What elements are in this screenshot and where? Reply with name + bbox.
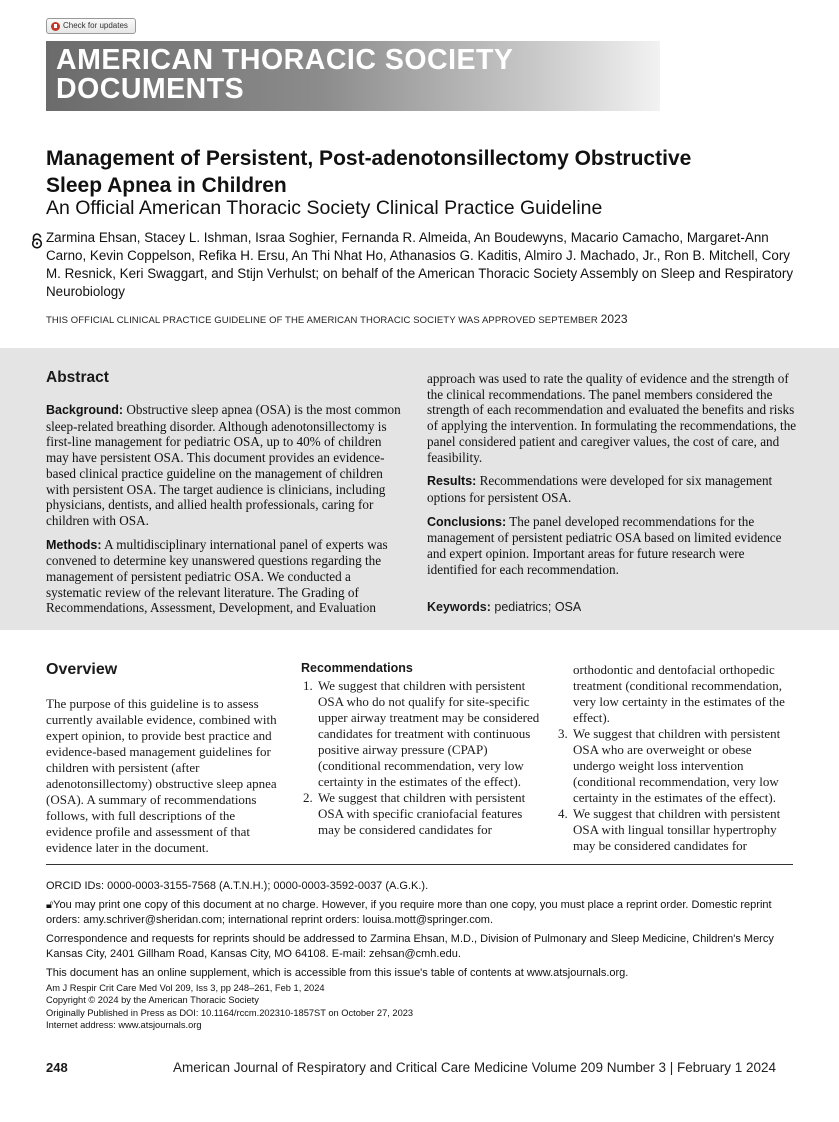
recommendation-number: 4. xyxy=(558,806,568,821)
recommendation-item xyxy=(556,662,796,726)
journal-footer: American Journal of Respiratory and Critical Care Medicine Volume 209 Number 3 | February 1 2024 xyxy=(173,1060,777,1075)
abstract-right-column xyxy=(427,371,797,585)
recommendations-column-2 xyxy=(556,662,796,854)
approval-year: 2023 xyxy=(600,312,628,326)
overview-heading: Overview xyxy=(46,661,118,678)
conclusions-label: Conclusions: xyxy=(427,514,507,529)
recommendations-heading: Recommendations xyxy=(301,661,413,675)
reprint-text: You may print one copy of this document at no charge. However, if you require more than one copy, you must place a reprint order. Domestic reprint orders: amy.schriver@sheridan.com; international reprint orders: louisa.mott@springer.com. xyxy=(46,899,772,926)
approval-statement xyxy=(46,312,628,326)
recommendation-item xyxy=(301,790,541,838)
recommendation-number: 3. xyxy=(558,726,568,741)
methods-label: Methods: xyxy=(46,537,102,552)
reprint-note xyxy=(46,898,796,928)
recommendation-text: orthodontic and dentofacial orthopedic treatment (conditional recommendation, very low certainty in the estimates of the effect). xyxy=(573,662,785,725)
page-number: 248 xyxy=(46,1060,68,1075)
abstract-background xyxy=(46,402,406,529)
doi-info: Originally Published in Press as DOI: 10.1164/rccm.202310-1857ST on October 27, 2023 xyxy=(46,1007,414,1018)
recommendation-text: We suggest that children with persistent OSA who do not qualify for site-specific upper airway treatment may be considered candidates for treatment with continuous positive airway pressure (CPAP) (conditional recommendation, very low certainty in the estimates of the effect). xyxy=(318,678,540,789)
article-title xyxy=(46,145,806,199)
background-label: Background: xyxy=(46,403,124,417)
recommendation-item xyxy=(556,726,796,806)
update-badge-icon xyxy=(51,22,60,31)
keywords-label: Keywords: xyxy=(427,600,491,614)
copyright: Copyright © 2024 by the American Thoracic Society xyxy=(46,995,259,1006)
methods-continued: approach was used to rate the quality of evidence and the strength of the clinical recommendations. The panel members considered the strength of each recommendation and evaluated the benefits and risks of applying the intervention. In formulating the recommendations, the panel considered patient and caregiver values, the cost of care, and feasibility. xyxy=(427,371,797,465)
section-banner xyxy=(46,41,660,111)
abstract-left-column xyxy=(46,402,406,624)
recommendation-item xyxy=(301,678,541,790)
recommendation-number: 1. xyxy=(303,678,313,693)
publication-info xyxy=(46,982,413,1032)
article-subtitle: An Official American Thoracic Society Clinical Practice Guideline xyxy=(46,197,603,219)
overview-text: The purpose of this guideline is to assess currently available evidence, combined with expert opinion, to provide best practice and evidence-based management guidelines for children with persistent (after adenotonsillectomy) obstructive sleep apnea (OSA). A summary of recommendations follows, with full descriptions of the evidence profile and assessment of that evidence later in the document. xyxy=(46,696,277,855)
keywords-text: pediatrics; OSA xyxy=(494,600,582,614)
recommendations-column-1 xyxy=(301,678,541,838)
background-text: Obstructive sleep apnea (OSA) is the most common sleep-related breathing disorder. Although adenotonsillectomy is first-line management for pediatric OSA, up to 40% of children may have persistent OSA. This document provides an evidence-based clinical practice guideline on the management of children with persistent OSA. The target audience is clinicians, including physicians, dentists, and allied health professionals, caring for children with OSA. xyxy=(46,402,401,528)
abstract-conclusions xyxy=(427,514,797,578)
supplement-note: This document has an online supplement, which is accessible from this issue's table of contents at www.atsjournals.org. xyxy=(46,967,629,979)
results-label: Results: xyxy=(427,474,477,489)
author-list: Zarmina Ehsan, Stacey L. Ishman, Israa Soghier, Fernanda R. Almeida, An Boudewyns, Macario Camacho, Margaret-Ann Carno, Kevin Coppelson, Refika H. Ersu, An Thi Nhat Ho, Athanasios G. Kaditis, Almiro J. Machado, Jr., Ron B. Mitchell, Cory M. Resnick, Keri Swaggart, and Stijn Verhulst; on behalf of the American Thoracic Society Assembly on Sleep and Respiratory Neurobiology xyxy=(46,230,794,299)
conclusions-text: The panel developed recommendations for the management of persistent pediatric OSA based on limited evidence and expert opinion. Important areas for future research were identified for each recommendation. xyxy=(427,513,782,577)
abstract-keywords xyxy=(427,600,581,614)
title-line-2: Sleep Apnea in Children xyxy=(46,174,287,197)
banner-line-2: DOCUMENTS xyxy=(56,73,245,105)
footnotes xyxy=(46,879,796,985)
title-line-1: Management of Persistent, Post-adenotonsillectomy Obstructive xyxy=(46,147,692,170)
recommendation-item xyxy=(556,806,796,854)
open-access-lock-icon xyxy=(30,233,44,249)
correspondence-note: Correspondence and requests for reprints should be addressed to Zarmina Ehsan, M.D., Division of Pulmonary and Sleep Medicine, Children's Mercy Kansas City, 2401 Gillham Road, Kansas City, MO 64108. E-mail: zehsan@cmh.edu. xyxy=(46,933,774,960)
recommendation-text: We suggest that children with persistent OSA with specific craniofacial features may be considered candidates for xyxy=(318,790,526,837)
abstract-heading: Abstract xyxy=(46,369,109,386)
recommendation-number: 2. xyxy=(303,790,313,805)
internet-address: Internet address: www.atsjournals.org xyxy=(46,1020,202,1031)
banner-line-1: AMERICAN THORACIC SOCIETY xyxy=(56,44,514,76)
abstract-methods xyxy=(46,537,406,617)
results-text: Recommendations were developed for six management options for persistent OSA. xyxy=(427,473,773,505)
check-for-updates-button[interactable] xyxy=(46,18,136,34)
methods-text: A multidisciplinary international panel of experts was convened to determine key unanswered questions regarding the management of persistent pediatric OSA. We conducted a systematic review of the relevant literature. The Grading of Recommendations, Assessment, Development, and Evaluation xyxy=(46,536,388,616)
footnote-divider xyxy=(46,864,793,865)
citation: Am J Respir Crit Care Med Vol 209, Iss 3, pp 248–261, Feb 1, 2024 xyxy=(46,983,325,993)
approval-text: THIS OFFICIAL CLINICAL PRACTICE GUIDELINE OF THE AMERICAN THORACIC SOCIETY WAS APPROVED SEPTEMBER xyxy=(46,315,598,326)
abstract-results xyxy=(427,473,797,505)
check-for-updates-label: Check for updates xyxy=(63,21,128,30)
orcid-ids: ORCID IDs: 0000-0003-3155-7568 (A.T.N.H.); 0000-0003-3592-0037 (A.G.K.). xyxy=(46,880,429,892)
recommendation-text: We suggest that children with persistent OSA with lingual tonsillar hypertrophy may be considered candidates for xyxy=(573,806,781,853)
open-access-small-icon: 🔓︎ xyxy=(46,899,54,911)
recommendation-text: We suggest that children with persistent OSA who are overweight or obese undergo weight loss intervention (conditional recommendation, very low certainty in the estimates of the effect). xyxy=(573,726,781,805)
